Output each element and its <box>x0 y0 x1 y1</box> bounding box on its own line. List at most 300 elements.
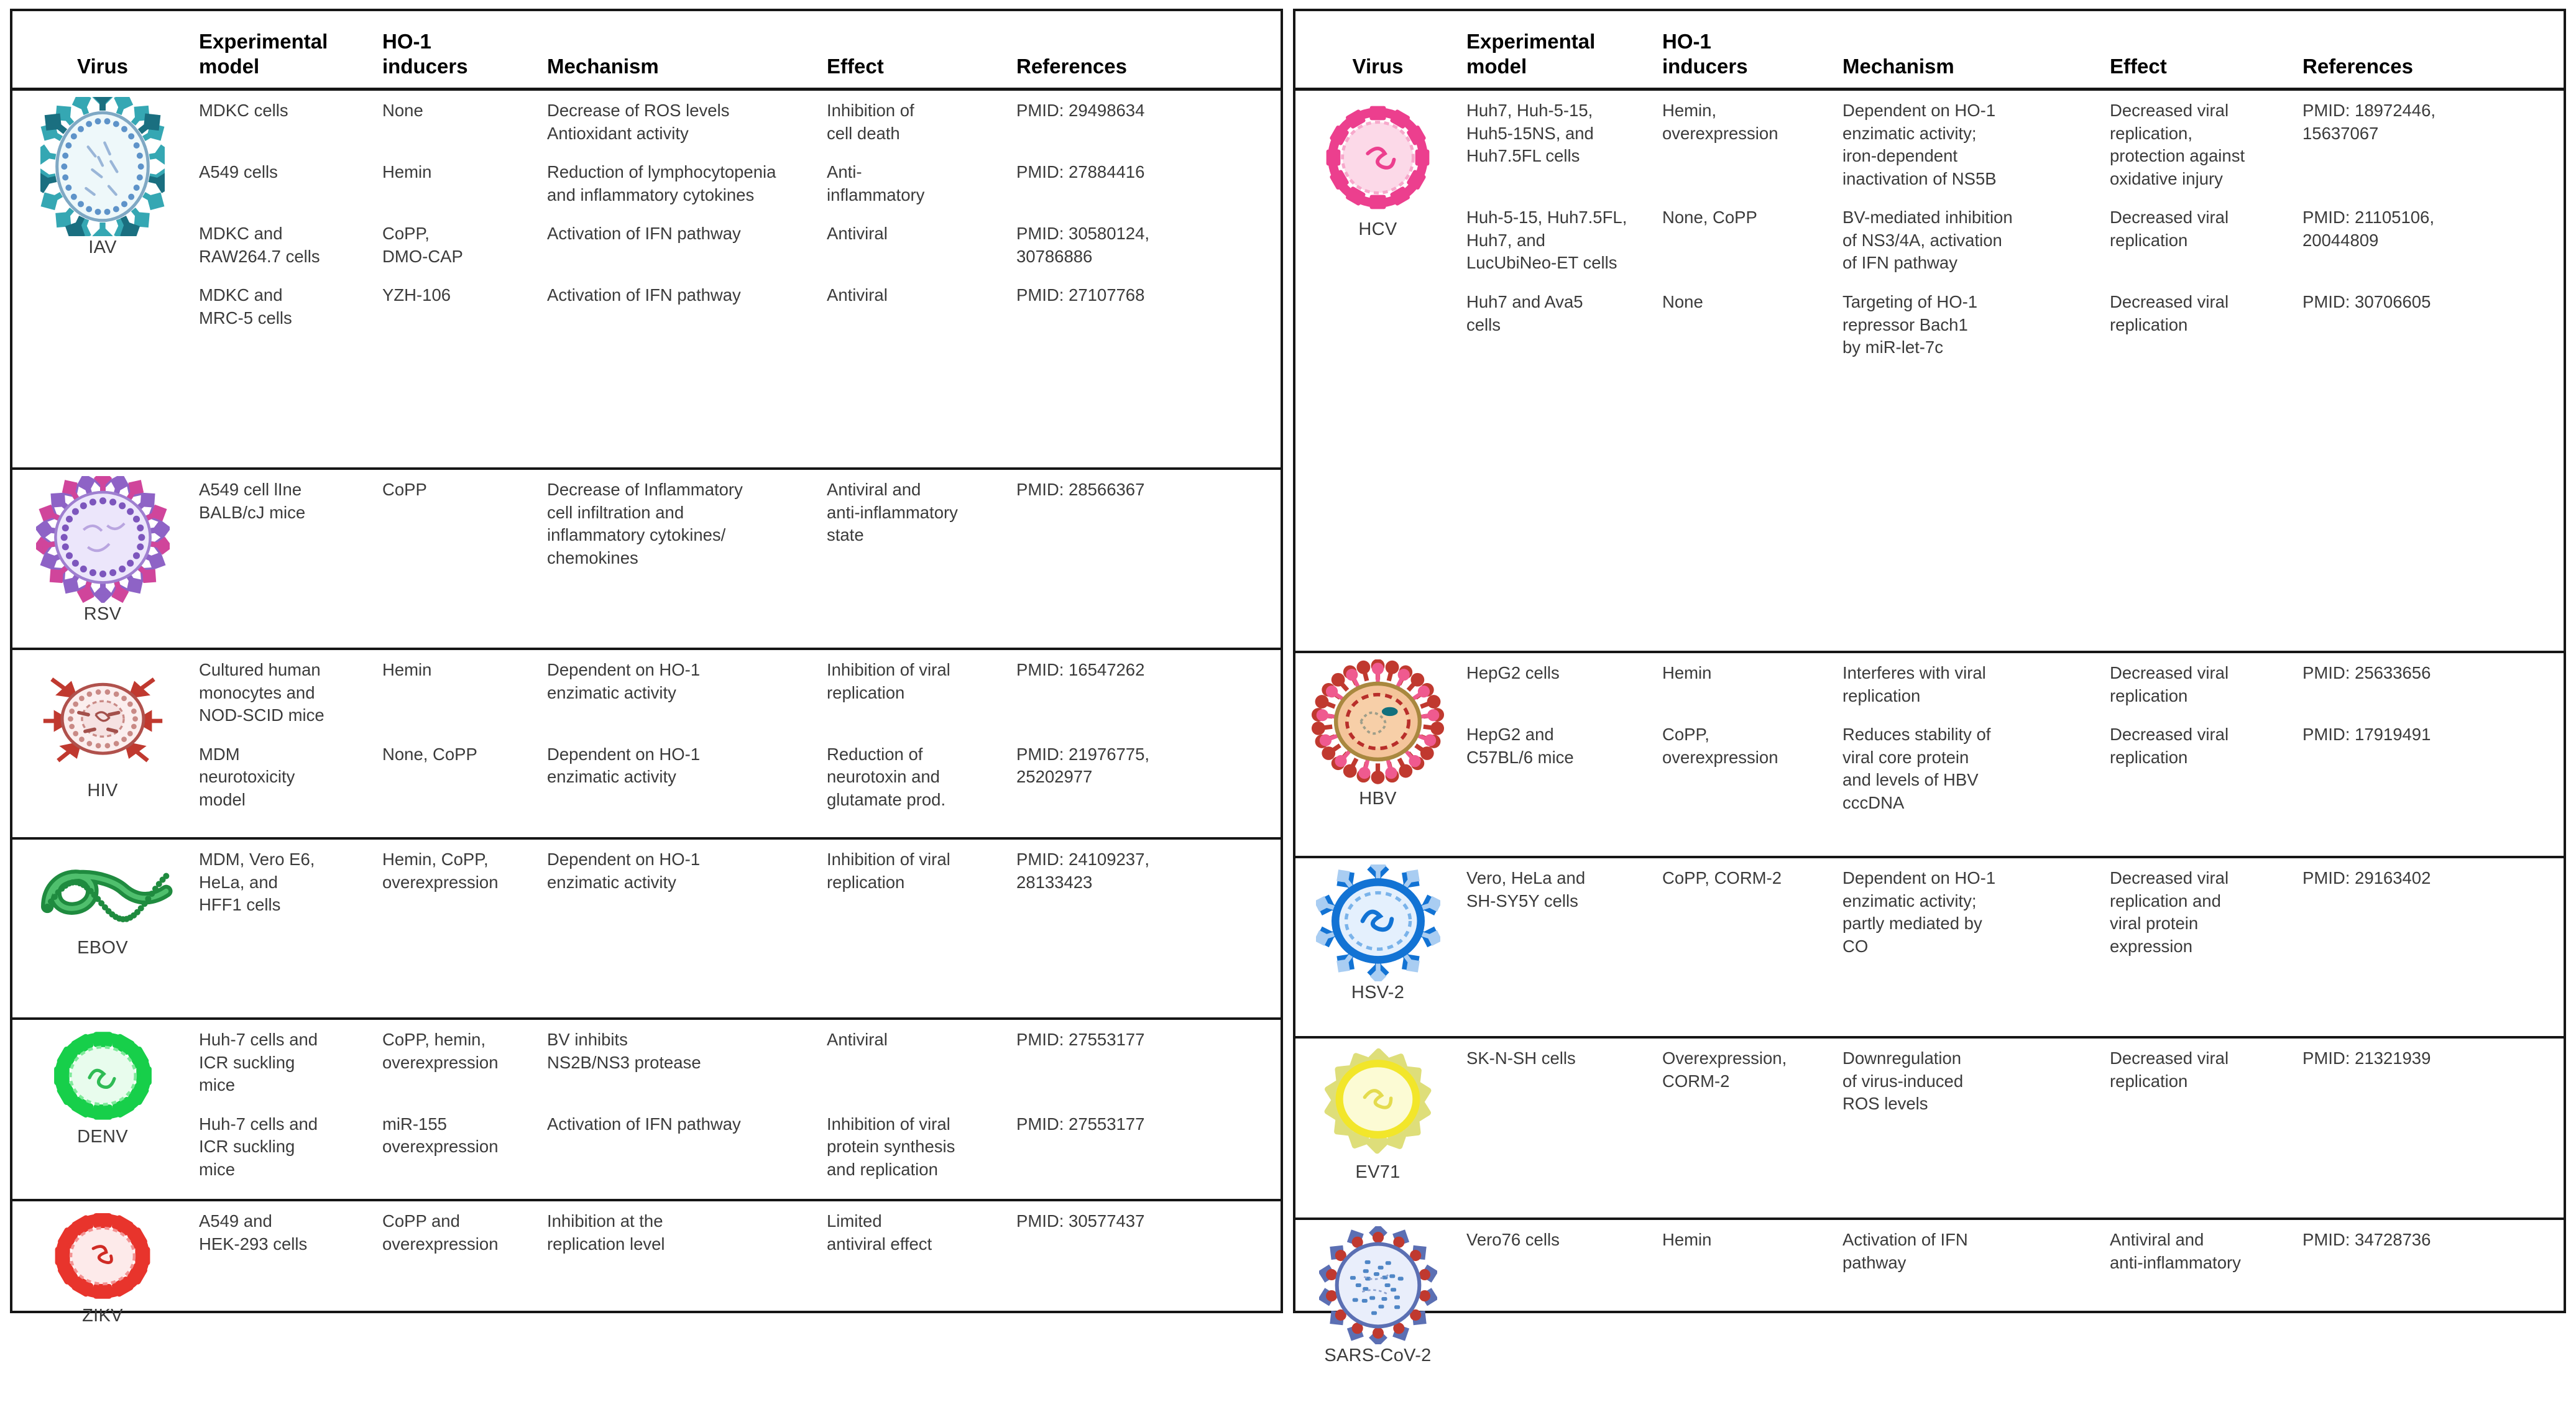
cell-effect-line: Decreased viral <box>2110 868 2229 887</box>
cell-experimental-model <box>193 840 376 924</box>
cell-mechanism-line: of virus-induced <box>1842 1071 1964 1091</box>
cell-experimental-model-line: SH-SY5Y cells <box>1466 891 1578 910</box>
cell-mechanism <box>541 91 821 152</box>
cell-references <box>1010 214 1281 275</box>
table-row <box>1460 1039 2564 1123</box>
cell-mechanism-line: enzimatic activity <box>547 682 676 702</box>
cell-mechanism-line: enzimatic activity; <box>1842 891 1977 910</box>
cell-mechanism-line: and levels of HBV <box>1842 770 1979 790</box>
virus-block-ebov <box>12 840 1281 1020</box>
header-ho1-inducers-line2: inducers <box>382 54 468 78</box>
cell-experimental-model-line: HepG2 and <box>1466 725 1554 745</box>
cell-effect <box>2104 858 2296 965</box>
cell-mechanism-line: of IFN pathway <box>1842 253 1957 273</box>
cell-references <box>1010 735 1281 819</box>
cell-mechanism-line: CO <box>1842 936 1869 956</box>
table-row <box>193 840 1281 924</box>
cell-mechanism-line: replication <box>1842 686 1921 705</box>
cell-ho1-inducers-line: overexpression <box>382 1137 499 1157</box>
cell-mechanism <box>541 275 821 337</box>
virus-label: EV71 <box>1355 1162 1401 1183</box>
cell-mechanism-line: Activation of IFN <box>1842 1230 1968 1249</box>
cell-experimental-model <box>193 1104 376 1189</box>
cell-effect-line: oxidative injury <box>2110 168 2223 188</box>
virus-cell-iav <box>12 91 193 467</box>
cell-ho1-inducers-line: CoPP and <box>382 1211 460 1231</box>
cell-experimental-model-line: LucUbiNeo-ET cells <box>1466 253 1617 273</box>
cell-experimental-model-line: BALB/cJ mice <box>199 502 306 522</box>
cell-experimental-model <box>1460 715 1656 822</box>
cell-experimental-model-line: MRC-5 cells <box>199 308 292 328</box>
cell-mechanism-line: pathway <box>1842 1252 1907 1272</box>
virus-cell-zikv <box>12 1201 193 1398</box>
cell-ho1-inducers-line: Hemin <box>382 162 432 182</box>
cell-effect-line: Decreased viral <box>2110 725 2229 745</box>
cell-references-line: 20044809 <box>2302 230 2379 250</box>
cell-mechanism-line: Activation of IFN pathway <box>547 224 741 244</box>
cell-effect-line: Antiviral <box>827 285 888 305</box>
cell-effect <box>821 1104 1010 1189</box>
cell-experimental-model-line: A549 cell lIne <box>199 480 302 499</box>
cell-experimental-model-line: Huh7, and <box>1466 230 1545 250</box>
cell-mechanism-line: Inhibition at the <box>547 1211 663 1231</box>
table-row <box>193 214 1281 275</box>
cell-experimental-model-line: MDKC and <box>199 285 283 305</box>
cell-ho1-inducers-line: miR-155 <box>382 1114 447 1134</box>
cell-mechanism <box>1836 653 2104 715</box>
header-virus-right: Virus <box>1352 54 1404 78</box>
cell-ho1-inducers-line: overexpression <box>382 1052 499 1072</box>
cell-references-line: PMID: 21105106, <box>2302 208 2434 227</box>
cell-mechanism <box>541 735 821 819</box>
cell-experimental-model-line: Huh-5-15, Huh7.5FL, <box>1466 208 1627 227</box>
cell-effect-line: Decreased viral <box>2110 663 2229 682</box>
virus-rows <box>1460 653 2564 856</box>
table-row <box>1460 1220 2564 1282</box>
virus-label: ZIKV <box>82 1305 123 1326</box>
cell-experimental-model-line: C57BL/6 mice <box>1466 747 1574 767</box>
cell-experimental-model-line: MDM, Vero E6, <box>199 850 315 869</box>
virus-rows <box>1460 1220 2564 1417</box>
virus-label: DENV <box>77 1126 128 1147</box>
cell-effect <box>821 275 1010 337</box>
header-ho1-inducers-right <box>1656 24 1836 88</box>
virus-block-hiv <box>12 650 1281 840</box>
cell-references-line: PMID: 28566367 <box>1016 480 1145 499</box>
cell-mechanism-line: and inflammatory cytokines <box>547 185 755 204</box>
header-experimental-model-right-line2: model <box>1466 54 1527 78</box>
table-row <box>1460 858 2564 965</box>
cell-mechanism-line: Reduces stability of <box>1842 725 1991 745</box>
cell-effect <box>2104 1039 2296 1123</box>
cell-ho1-inducers-line: overexpression <box>1662 123 1778 143</box>
cell-experimental-model-line: HepG2 cells <box>1466 663 1560 682</box>
cell-effect-line: replication <box>2110 230 2188 250</box>
denv-virus-icon <box>42 1026 163 1126</box>
cell-effect-line: Antiviral and <box>827 480 921 499</box>
table-row <box>1460 715 2564 822</box>
cell-effect <box>2104 282 2296 367</box>
cell-ho1-inducers <box>1656 198 1836 282</box>
virus-rows <box>1460 91 2564 651</box>
cell-mechanism <box>541 152 821 214</box>
cell-ho1-inducers <box>376 1201 541 1263</box>
cell-mechanism-line: Dependent on HO-1 <box>547 744 701 764</box>
cell-effect-line: replication, <box>2110 123 2192 143</box>
cell-ho1-inducers <box>1656 653 1836 715</box>
cell-mechanism <box>541 1201 821 1263</box>
cell-effect-line: Antiviral <box>827 1030 888 1049</box>
virus-cell-rsv <box>12 470 193 648</box>
table-row <box>1460 198 2564 282</box>
cell-references-line: PMID: 34728736 <box>2302 1230 2431 1249</box>
cell-ho1-inducers-line: Hemin <box>1662 663 1712 682</box>
virus-cell-hiv <box>12 650 193 837</box>
cell-references <box>2296 91 2564 198</box>
rsv-virus-icon <box>36 476 170 603</box>
cell-experimental-model-line: HeLa, and <box>199 872 278 892</box>
cell-ho1-inducers <box>1656 91 1836 198</box>
virus-cell-sars-cov-2 <box>1295 1220 1460 1417</box>
cell-experimental-model <box>1460 858 1656 965</box>
cell-references-line: 30786886 <box>1016 246 1093 266</box>
cell-mechanism-line: inflammatory cytokines/ <box>547 525 726 545</box>
cell-references <box>2296 715 2564 822</box>
cell-ho1-inducers <box>1656 715 1836 822</box>
cell-ho1-inducers <box>376 735 541 819</box>
cell-ho1-inducers-line: CoPP, <box>1662 725 1709 745</box>
cell-mechanism-line: iron-dependent <box>1842 146 1958 166</box>
cell-experimental-model-line: MDM <box>199 744 240 764</box>
virus-cell-hbv <box>1295 653 1460 856</box>
cell-ho1-inducers-line: Hemin <box>382 660 432 679</box>
cell-ho1-inducers-line: None, CoPP <box>382 744 477 764</box>
cell-references-line: PMID: 25633656 <box>2302 663 2431 682</box>
cell-mechanism-line: Reduction of lymphocytopenia <box>547 162 776 182</box>
ebov-virus-icon <box>30 846 176 937</box>
cell-mechanism <box>1836 1220 2104 1282</box>
cell-experimental-model-line: SK-N-SH cells <box>1466 1048 1576 1068</box>
cell-ho1-inducers-line: Hemin, CoPP, <box>382 850 489 869</box>
cell-ho1-inducers-line: Overexpression, <box>1662 1048 1787 1068</box>
cell-ho1-inducers <box>1656 1220 1836 1282</box>
cell-references-line: 28133423 <box>1016 872 1093 892</box>
cell-ho1-inducers <box>1656 1039 1836 1123</box>
cell-references <box>1010 650 1281 735</box>
right-table-header-row <box>1295 11 2564 91</box>
cell-references-line: PMID: 27553177 <box>1016 1114 1145 1134</box>
cell-experimental-model <box>1460 198 1656 282</box>
table-row <box>1460 282 2564 367</box>
cell-experimental-model-line: ICR suckling <box>199 1052 295 1072</box>
cell-ho1-inducers-line: overexpression <box>382 872 499 892</box>
cell-references-line: PMID: 16547262 <box>1016 660 1145 679</box>
virus-rows <box>193 650 1281 837</box>
left-table-header-row <box>12 11 1281 91</box>
cell-mechanism-line: ROS levels <box>1842 1094 1928 1114</box>
cell-references <box>1010 470 1281 577</box>
cell-effect-line: state <box>827 525 864 545</box>
cell-mechanism <box>1836 715 2104 822</box>
cell-mechanism-line: repressor Bach1 <box>1842 314 1968 334</box>
cell-mechanism-line: cccDNA <box>1842 792 1905 812</box>
cell-experimental-model-line: Vero, HeLa and <box>1466 868 1586 887</box>
cell-effect-line: Inhibition of viral <box>827 850 950 869</box>
cell-mechanism-line: Decrease of ROS levels <box>547 101 730 120</box>
cell-effect-line: Decreased viral <box>2110 291 2229 311</box>
virus-cell-ev71 <box>1295 1039 1460 1218</box>
cell-effect-line: Inhibition of <box>827 101 914 120</box>
cell-references <box>2296 198 2564 282</box>
cell-references-line: PMID: 21321939 <box>2302 1048 2431 1068</box>
virus-rows <box>193 91 1281 467</box>
cell-mechanism-line: Activation of IFN pathway <box>547 285 741 305</box>
cell-references-line: PMID: 29498634 <box>1016 101 1145 120</box>
cell-ho1-inducers <box>376 1020 541 1104</box>
cell-effect-line: replication <box>827 872 905 892</box>
header-effect: Effect <box>827 54 884 78</box>
cell-ho1-inducers-line: DMO-CAP <box>382 246 463 266</box>
cell-mechanism <box>541 214 821 275</box>
cell-effect <box>2104 715 2296 822</box>
cell-effect-line: Decreased viral <box>2110 208 2229 227</box>
cell-references <box>1010 91 1281 152</box>
cell-mechanism-line: viral core protein <box>1842 747 1969 767</box>
cell-references-line: PMID: 17919491 <box>2302 725 2431 745</box>
left-table-body <box>12 91 1281 1398</box>
cell-mechanism <box>541 840 821 924</box>
cell-ho1-inducers-line: CoPP, CORM-2 <box>1662 868 1782 887</box>
virus-label: IAV <box>88 237 117 257</box>
header-effect-right: Effect <box>2110 54 2167 78</box>
cell-experimental-model-line: Huh7.5FL cells <box>1466 146 1580 166</box>
cell-ho1-inducers-line: overexpression <box>1662 747 1778 767</box>
cell-ho1-inducers-line: CoPP <box>382 480 427 499</box>
cell-mechanism <box>541 470 821 577</box>
header-ho1-inducers <box>376 24 541 88</box>
cell-mechanism-line: chemokines <box>547 548 638 567</box>
virus-block-sars-cov-2 <box>1295 1220 2564 1417</box>
cell-references-line: PMID: 30577437 <box>1016 1211 1145 1231</box>
iav-virus-icon <box>40 97 165 236</box>
cell-references <box>1010 1201 1281 1263</box>
virus-label: HIV <box>87 781 118 800</box>
cell-references <box>1010 1104 1281 1189</box>
hcv-virus-icon <box>1317 97 1438 218</box>
table-row <box>193 650 1281 735</box>
table-row <box>193 1104 1281 1189</box>
cell-effect-line: glutamate prod. <box>827 789 946 809</box>
virus-rows <box>193 1201 1281 1398</box>
left-table <box>10 9 1283 1326</box>
cell-mechanism <box>541 1020 821 1104</box>
table-row <box>193 1201 1281 1263</box>
sars-cov-2-virus-icon <box>1319 1226 1437 1344</box>
cell-effect <box>821 650 1010 735</box>
cell-effect <box>821 214 1010 275</box>
cell-mechanism <box>1836 1039 2104 1123</box>
cell-experimental-model <box>193 214 376 275</box>
cell-effect-line: Anti- <box>827 162 862 182</box>
virus-block-hsv-2 <box>1295 858 2564 1039</box>
cell-experimental-model-line: cells <box>1466 314 1501 334</box>
cell-effect-line: Decreased viral <box>2110 1048 2229 1068</box>
cell-effect <box>821 1020 1010 1104</box>
cell-experimental-model <box>1460 653 1656 715</box>
cell-mechanism-line: NS2B/NS3 protease <box>547 1052 701 1072</box>
cell-mechanism-line: enzimatic activity; <box>1842 123 1977 143</box>
cell-effect <box>821 1201 1010 1263</box>
header-experimental-model-right <box>1460 24 1656 88</box>
hiv-virus-icon <box>33 656 173 779</box>
virus-rows <box>193 470 1281 648</box>
cell-effect <box>2104 91 2296 198</box>
cell-mechanism-line: Dependent on HO-1 <box>1842 101 1996 120</box>
cell-mechanism-line: of NS3/4A, activation <box>1842 230 2002 250</box>
cell-references <box>2296 653 2564 715</box>
cell-experimental-model-line: Huh7 and Ava5 <box>1466 291 1583 311</box>
cell-effect-line: expression <box>2110 936 2192 956</box>
virus-label: HCV <box>1358 219 1397 239</box>
header-experimental-model-line1: Experimental <box>199 29 328 53</box>
cell-ho1-inducers-line: Hemin <box>1662 1230 1712 1249</box>
virus-cell-hsv-2 <box>1295 858 1460 1036</box>
cell-experimental-model-line: NOD-SCID mice <box>199 705 324 725</box>
cell-experimental-model <box>1460 91 1656 198</box>
cell-experimental-model <box>193 91 376 152</box>
header-ho1-inducers-right-line2: inducers <box>1662 54 1748 78</box>
cell-experimental-model-line: ICR suckling <box>199 1137 295 1157</box>
virus-block-iav <box>12 91 1281 470</box>
virus-label: HSV-2 <box>1351 983 1405 1002</box>
cell-experimental-model-line: mice <box>199 1159 236 1179</box>
cell-references-line: 15637067 <box>2302 123 2379 143</box>
cell-effect-line: viral protein <box>2110 914 2199 933</box>
cell-experimental-model <box>193 1020 376 1104</box>
cell-mechanism-line: inactivation of NS5B <box>1842 168 1997 188</box>
cell-mechanism <box>1836 858 2104 965</box>
cell-effect-line: Antiviral and <box>2110 1230 2204 1249</box>
virus-rows <box>193 840 1281 1017</box>
cell-mechanism-line: Dependent on HO-1 <box>547 850 701 869</box>
cell-effect <box>821 91 1010 152</box>
cell-ho1-inducers <box>1656 858 1836 965</box>
cell-mechanism <box>541 1104 821 1189</box>
cell-references <box>1010 840 1281 924</box>
cell-experimental-model-line: Huh-7 cells and <box>199 1030 318 1049</box>
cell-references-line: PMID: 30706605 <box>2302 291 2431 311</box>
virus-rows <box>193 1020 1281 1199</box>
cell-ho1-inducers-line: CoPP, <box>382 224 430 244</box>
cell-references-line: PMID: 27553177 <box>1016 1030 1145 1049</box>
hsv2-virus-icon <box>1316 864 1440 981</box>
cell-experimental-model-line: HFF1 cells <box>199 895 281 915</box>
cell-mechanism-line: BV inhibits <box>547 1030 628 1049</box>
cell-experimental-model-line: model <box>199 789 246 809</box>
cell-experimental-model-line: neurotoxicity <box>199 767 295 787</box>
cell-experimental-model-line: Huh5-15NS, and <box>1466 123 1594 143</box>
virus-rows <box>1460 858 2564 1036</box>
cell-ho1-inducers <box>376 840 541 924</box>
cell-mechanism-line: by miR-let-7c <box>1842 337 1943 357</box>
virus-block-ev71 <box>1295 1039 2564 1220</box>
header-mechanism: Mechanism <box>547 54 659 78</box>
cell-effect-line: anti-inflammatory <box>827 502 958 522</box>
cell-effect-line: anti-inflammatory <box>2110 1252 2241 1272</box>
cell-references <box>2296 858 2564 965</box>
cell-ho1-inducers-line: CoPP, hemin, <box>382 1030 486 1049</box>
cell-references <box>2296 1220 2564 1282</box>
cell-effect-line: replication <box>2110 1071 2188 1091</box>
cell-experimental-model <box>193 735 376 819</box>
header-ho1-inducers-right-line1: HO-1 <box>1662 29 1711 53</box>
table-row <box>193 470 1281 577</box>
virus-cell-hcv <box>1295 91 1460 651</box>
cell-experimental-model-line: A549 and <box>199 1211 272 1231</box>
cell-effect <box>2104 198 2296 282</box>
cell-effect-line: replication and <box>2110 891 2221 910</box>
cell-ho1-inducers <box>376 214 541 275</box>
cell-experimental-model-line: Huh-7 cells and <box>199 1114 318 1134</box>
header-mechanism-right: Mechanism <box>1842 54 1954 78</box>
cell-effect <box>2104 653 2296 715</box>
cell-ho1-inducers <box>1656 282 1836 367</box>
virus-cell-ebov <box>12 840 193 1017</box>
table-row <box>193 152 1281 214</box>
cell-experimental-model <box>193 1201 376 1263</box>
cell-ho1-inducers <box>376 650 541 735</box>
cell-experimental-model <box>193 650 376 735</box>
header-experimental-model <box>193 24 376 88</box>
cell-ho1-inducers-line: Hemin, <box>1662 101 1717 120</box>
cell-effect <box>821 735 1010 819</box>
virus-label: RSV <box>83 604 122 625</box>
virus-rows <box>1460 1039 2564 1218</box>
cell-effect-line: Limited <box>827 1211 882 1231</box>
cell-experimental-model-line: RAW264.7 cells <box>199 246 320 266</box>
cell-references <box>2296 282 2564 367</box>
cell-references <box>1010 275 1281 337</box>
cell-mechanism <box>541 650 821 735</box>
cell-mechanism-line: Targeting of HO-1 <box>1842 291 1978 311</box>
cell-experimental-model <box>193 152 376 214</box>
cell-references-line: PMID: 18972446, <box>2302 101 2436 120</box>
cell-references-line: PMID: 30580124, <box>1016 224 1150 244</box>
cell-references-line: PMID: 21976775, <box>1016 744 1150 764</box>
cell-ho1-inducers-line: YZH-106 <box>382 285 451 305</box>
cell-ho1-inducers <box>376 470 541 577</box>
right-table <box>1293 9 2566 1365</box>
cell-effect-line: protection against <box>2110 146 2245 166</box>
cell-effect-line: Inhibition of viral <box>827 660 950 679</box>
cell-mechanism-line: Interferes with viral <box>1842 663 1986 682</box>
cell-ho1-inducers <box>376 275 541 337</box>
cell-mechanism <box>1836 282 2104 367</box>
cell-effect-line: antiviral effect <box>827 1234 932 1254</box>
cell-experimental-model-line: A549 cells <box>199 162 278 182</box>
cell-experimental-model <box>193 470 376 577</box>
virus-label: HBV <box>1359 789 1397 809</box>
cell-ho1-inducers <box>376 91 541 152</box>
cell-effect-line: Reduction of <box>827 744 923 764</box>
cell-references-line: PMID: 27884416 <box>1016 162 1145 182</box>
virus-block-zikv <box>12 1201 1281 1398</box>
cell-experimental-model-line: HEK-293 cells <box>199 1234 308 1254</box>
cell-effect-line: protein synthesis <box>827 1137 955 1157</box>
cell-mechanism-line: replication level <box>547 1234 665 1254</box>
cell-effect-line: Decreased viral <box>2110 101 2229 120</box>
cell-mechanism-line: Downregulation <box>1842 1048 1962 1068</box>
